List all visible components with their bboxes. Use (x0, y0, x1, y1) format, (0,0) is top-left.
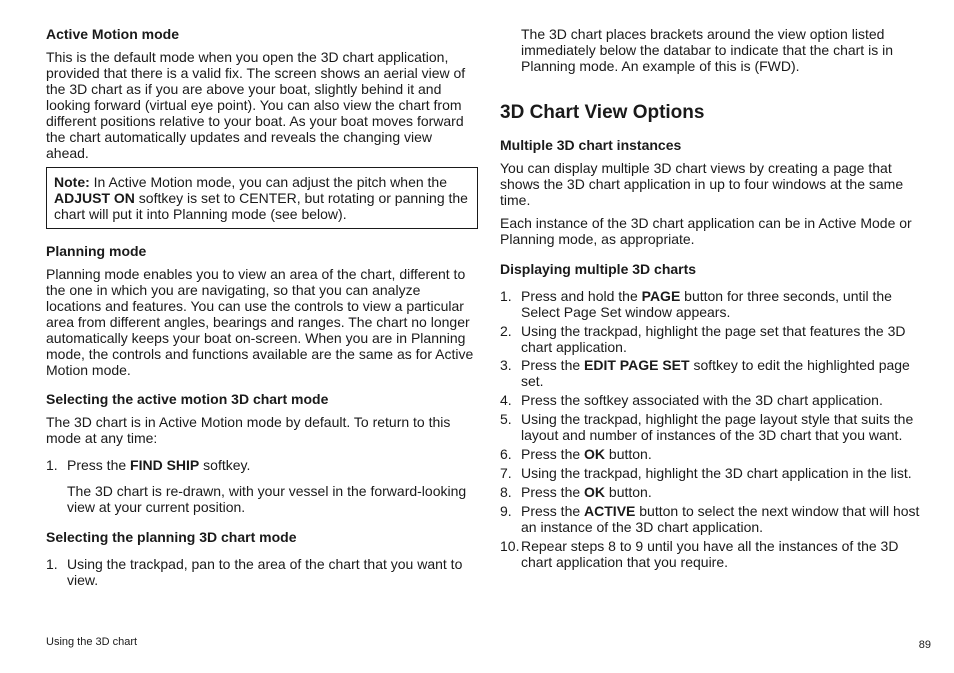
select-planning-heading: Selecting the planning 3D chart mode (46, 529, 297, 545)
page-number: 89 (918, 639, 931, 651)
list-item: 10. Repear steps 8 to 9 until you have all the instances of the 3D chart application that you require. (500, 538, 899, 570)
find-ship-softkey: FIND SHIP (130, 457, 200, 473)
select-active-heading: Selecting the active motion 3D chart mode (46, 391, 329, 407)
list-item: 9. Press the ACTIVE button to select the next window that will host an instance of the 3D chart application. (500, 503, 920, 535)
step-number: 3. (500, 357, 512, 373)
multiple-instances-body-2: Each instance of the 3D chart application can be in Active Mode or Planning mode, as appropriate. (500, 215, 912, 247)
ok-button-label: OK (584, 446, 606, 462)
list-item: 8. Press the OK button. (500, 484, 652, 500)
edit-page-set-label: EDIT PAGE SET (584, 357, 690, 373)
ok-button-label: OK (584, 484, 606, 500)
step-number: 1. (500, 288, 512, 304)
step-number: 1. (46, 457, 58, 473)
list-item: 1. Press and hold the PAGE button for three seconds, until the Select Page Set window appears. (500, 288, 892, 320)
active-motion-heading: Active Motion mode (46, 26, 180, 42)
planning-continued-text: The 3D chart places brackets around the view option listed immediately below the databar to indicate that the chart is in Planning mode. An example of this is (FWD). (521, 26, 893, 74)
note-text: Note: In Active Motion mode, you can adjust the pitch when the ADJUST ON softkey is set to CENTER, but rotating or panning the chart will put it into Planning mode (see below). (54, 174, 468, 222)
step-number: 9. (500, 503, 512, 519)
footer-section-label: Using the 3D chart (46, 636, 138, 648)
list-item: 2. Using the trackpad, highlight the page set that features the 3D chart application. (500, 323, 906, 355)
planning-mode-body: Planning mode enables you to view an area of the chart, different to the one in which you are navigating, so that you can analyze locations and features. You can use the controls to view a particular area from different angles, bearings and ranges. The chart no longer automatically keeps your boat on-screen. When you are in Planning mode, the controls and functions available are the same as for Active Motion mode. (46, 266, 474, 378)
step-number: 7. (500, 465, 512, 481)
note-label: Note: (54, 174, 90, 190)
list-item: 6. Press the OK button. (500, 446, 652, 462)
list-item: 1. Press the FIND SHIP softkey. (46, 457, 251, 473)
active-motion-body: This is the default mode when you open the 3D chart application, provided that there is a valid fix. The screen shows an aerial view of the 3D chart as if you are above your boat, slightly behind it and looking forward (virtual eye point). You can also view the chart from different positions relative to your boat. As your boat moves forward the chart automatically updates and reveals the changing view ahead. (46, 49, 466, 161)
note-adjust-on: ADJUST ON (54, 190, 135, 206)
step-number: 5. (500, 411, 512, 427)
select-active-body: The 3D chart is in Active Motion mode by default. To return to this mode at any time: (46, 414, 451, 446)
list-item: 7. Using the trackpad, highlight the 3D chart application in the list. (500, 465, 912, 481)
step-number: 2. (500, 323, 512, 339)
list-item: 1. Using the trackpad, pan to the area of the chart that you want to view. (46, 556, 463, 588)
section-title: 3D Chart View Options (500, 102, 705, 123)
planning-mode-heading: Planning mode (46, 243, 147, 259)
step-number: 4. (500, 392, 512, 408)
active-button-label: ACTIVE (584, 503, 636, 519)
displaying-multiple-heading: Displaying multiple 3D charts (500, 261, 697, 277)
select-active-result: The 3D chart is re-drawn, with your vessel in the forward-looking view at your current position. (67, 483, 467, 515)
list-item: 3. Press the EDIT PAGE SET softkey to edit the highlighted page set. (500, 357, 910, 389)
note-box (46, 167, 478, 229)
step-number: 1. (46, 556, 58, 572)
step-number: 10. (500, 538, 520, 554)
page-button-label: PAGE (641, 288, 681, 304)
multiple-instances-heading: Multiple 3D chart instances (500, 137, 682, 153)
list-item: 4. Press the softkey associated with the 3D chart application. (500, 392, 883, 408)
step-number: 6. (500, 446, 512, 462)
multiple-instances-body-1: You can display multiple 3D chart views by creating a page that shows the 3D chart application in up to four windows at the same time. (500, 160, 904, 208)
list-item: 5. Using the trackpad, highlight the page layout style that suits the layout and number of instances of the 3D chart that you want. (500, 411, 914, 443)
step-number: 8. (500, 484, 512, 500)
